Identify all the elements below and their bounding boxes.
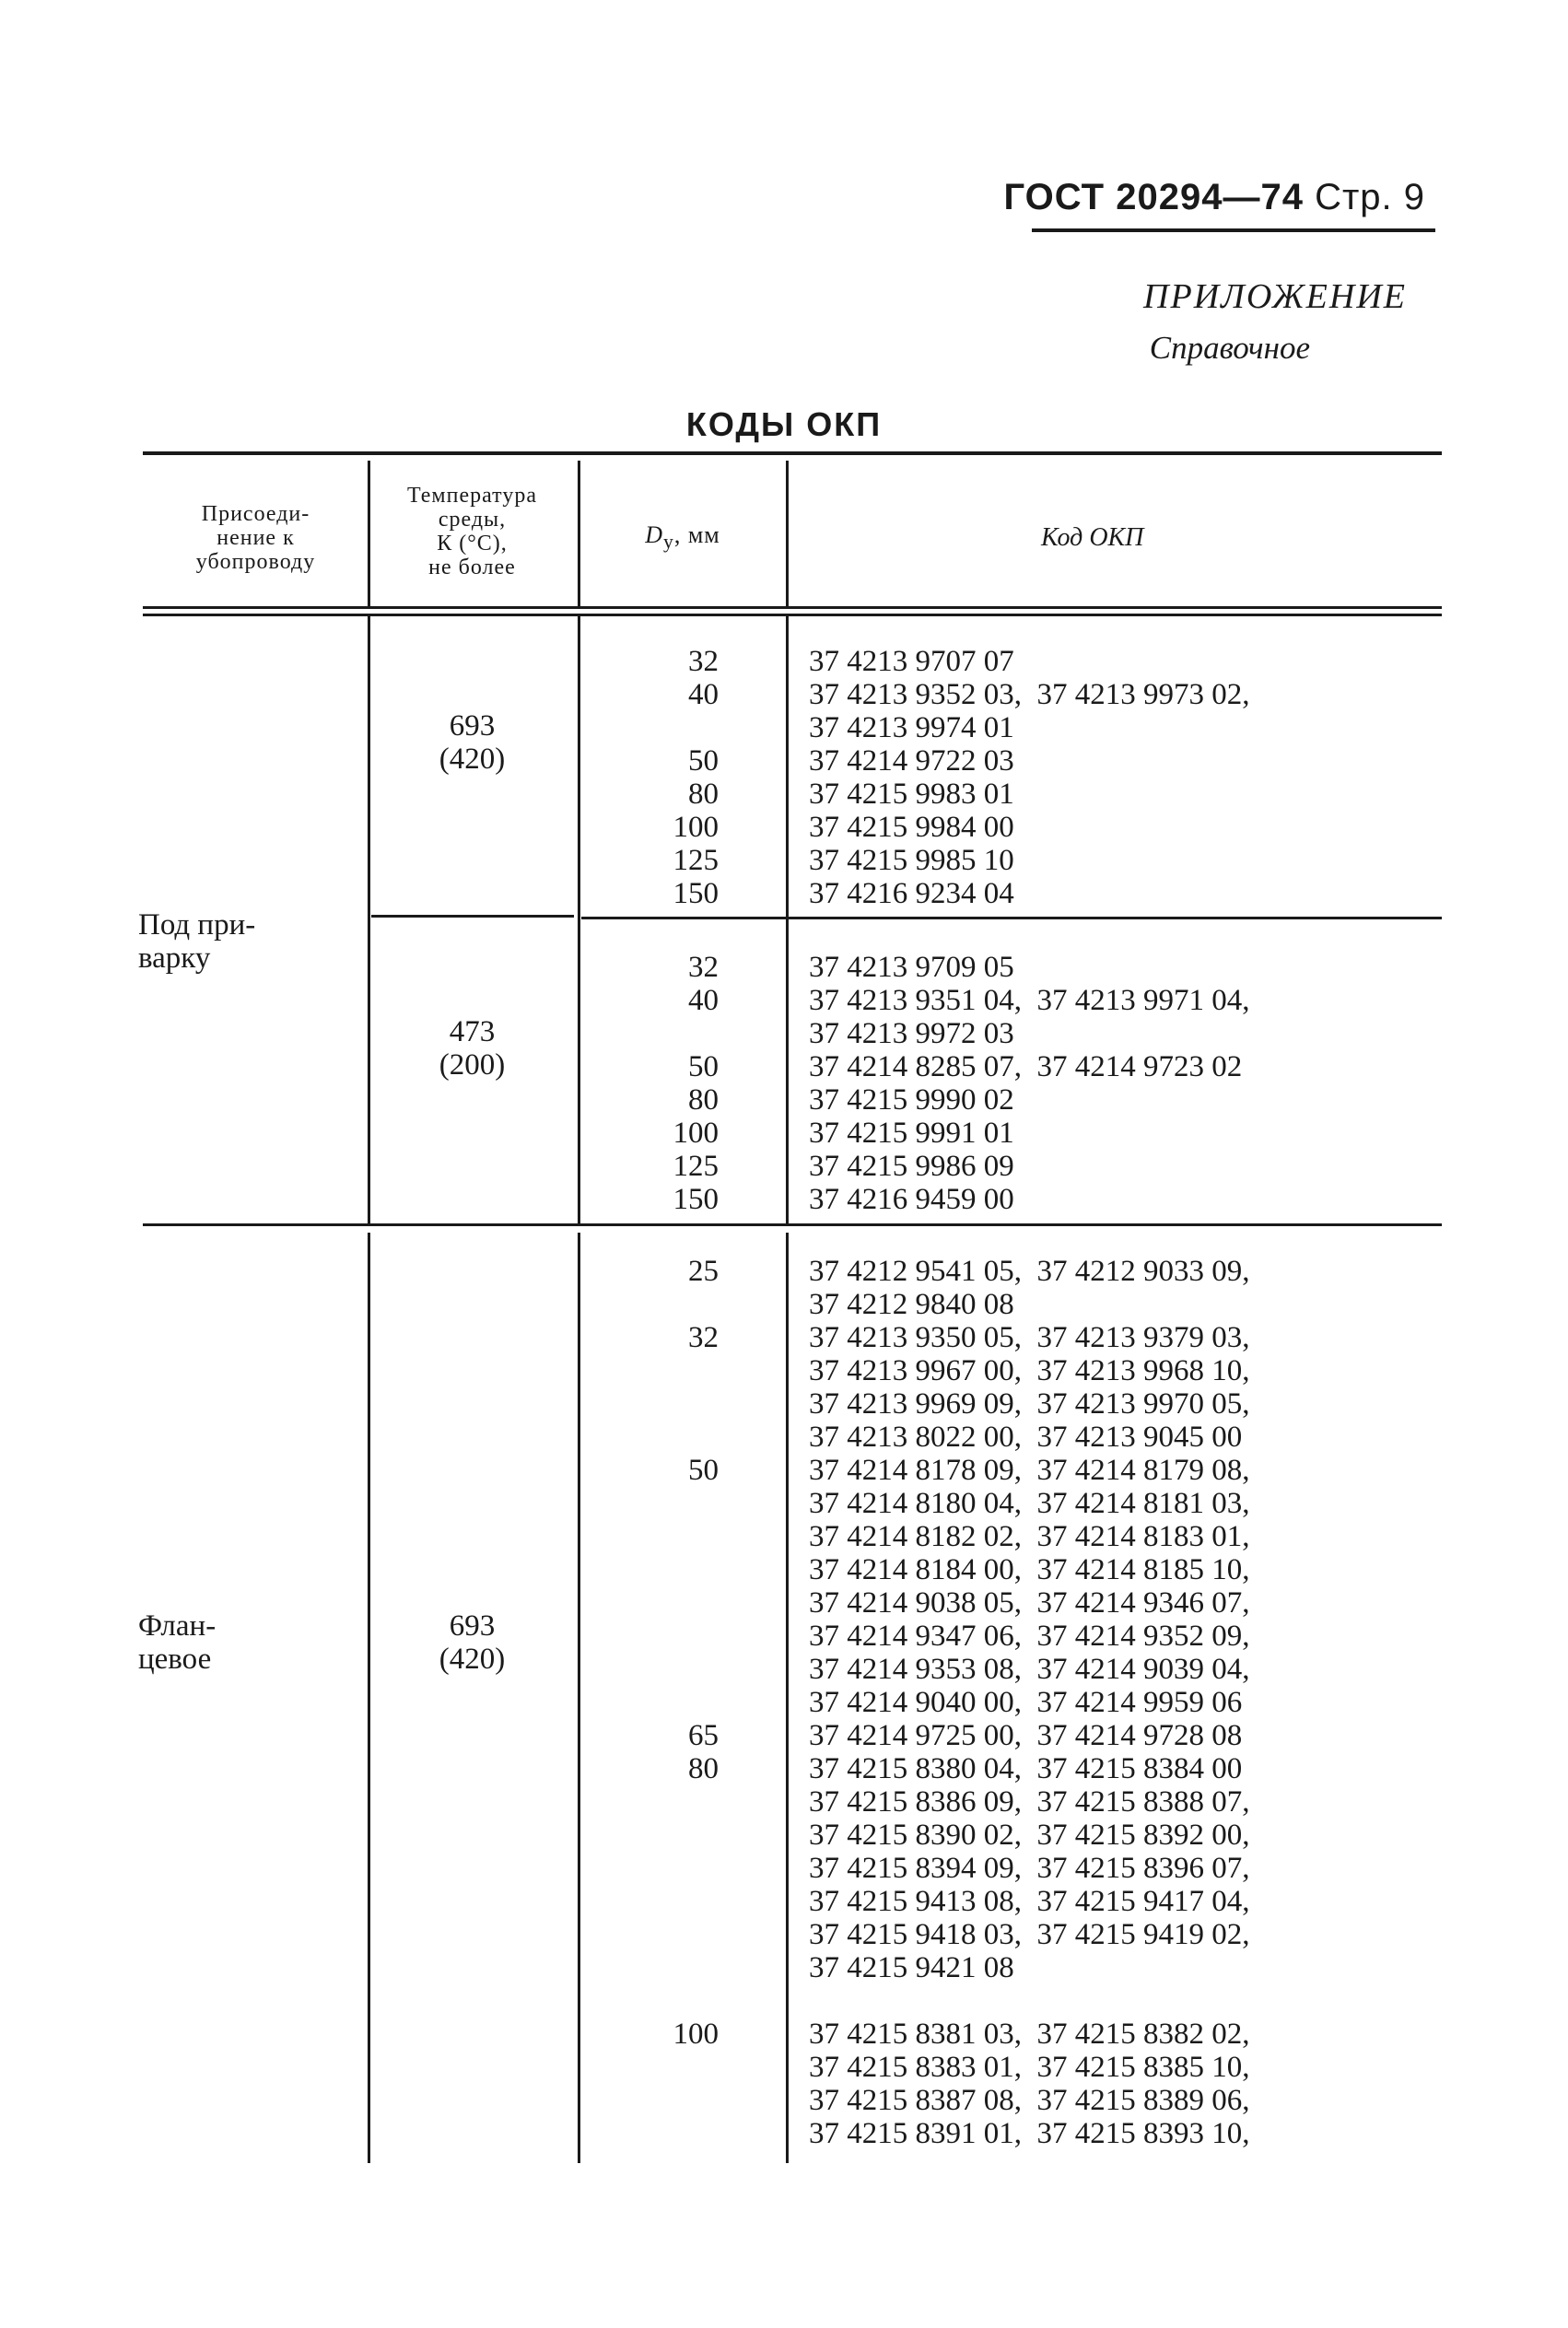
okp-code: 37 4213 9707 07	[809, 645, 1014, 678]
appendix-subtitle: Справочное	[1149, 330, 1310, 366]
code-list	[809, 1255, 1250, 2150]
dn-value	[580, 1653, 719, 1686]
dn-list	[580, 1255, 719, 2150]
dn-value: 40	[688, 678, 719, 711]
temperature-value: 473 (200)	[439, 1015, 506, 1082]
dn-value: 50	[688, 744, 719, 778]
okp-code: 37 4215 8386 09, 37 4215 8388 07,	[809, 1785, 1250, 1819]
connection-flange: Флан- цевое	[138, 1609, 216, 1676]
dn-value: 100	[673, 2018, 719, 2051]
okp-code: 37 4214 9040 00, 37 4214 9959 06	[809, 1686, 1243, 1719]
dn-value	[580, 1288, 719, 1321]
col-divider-3	[786, 461, 789, 608]
okp-code: 37 4213 9972 03	[809, 1017, 1014, 1050]
table-top-rule	[143, 451, 1442, 455]
dn-value: 125	[673, 844, 719, 877]
dn-value	[580, 1553, 719, 1586]
okp-code: 37 4215 9984 00	[809, 811, 1014, 844]
okp-code: 37 4213 9969 09, 37 4213 9970 05,	[809, 1387, 1250, 1421]
standard-number: ГОСТ 20294—74	[1003, 177, 1304, 217]
okp-code: 37 4214 9353 08, 37 4214 9039 04,	[809, 1653, 1250, 1686]
block-rule	[371, 915, 574, 918]
code-list	[809, 951, 1250, 1216]
dn-value	[580, 1620, 719, 1653]
col-divider-3	[786, 615, 789, 1225]
okp-code: 37 4215 8380 04, 37 4215 8384 00	[809, 1752, 1243, 1785]
col-divider-1	[368, 615, 370, 1225]
connection-weld: Под при- варку	[138, 908, 256, 975]
col-divider-1	[368, 1233, 370, 2163]
dn-value: 125	[673, 1150, 719, 1183]
okp-code: 37 4215 8381 03, 37 4215 8382 02,	[809, 2018, 1250, 2051]
header-bottom-rule-1	[143, 606, 1442, 609]
okp-code: 37 4215 9985 10	[809, 844, 1014, 877]
dn-list	[580, 645, 719, 910]
okp-code: 37 4215 8391 01, 37 4215 8393 10,	[809, 2117, 1250, 2150]
okp-code	[809, 1984, 1250, 2018]
okp-code: 37 4214 8182 02, 37 4214 8183 01,	[809, 1520, 1250, 1553]
okp-code: 37 4212 9541 05, 37 4212 9033 09,	[809, 1255, 1250, 1288]
header-rule	[1032, 228, 1435, 232]
temperature-value: 693 (420)	[439, 709, 506, 776]
dn-value	[580, 2051, 719, 2084]
dn-value: 50	[688, 1454, 719, 1487]
okp-code: 37 4213 9974 01	[809, 711, 1014, 744]
dn-value	[580, 1017, 719, 1050]
dn-value	[580, 1387, 719, 1421]
okp-code: 37 4214 8285 07, 37 4214 9723 02	[809, 1050, 1243, 1083]
dn-value: 32	[688, 645, 719, 678]
dn-value: 50	[688, 1050, 719, 1083]
okp-code: 37 4215 8383 01, 37 4215 8385 10,	[809, 2051, 1250, 2084]
okp-code: 37 4215 9418 03, 37 4215 9419 02,	[809, 1918, 1250, 1951]
okp-code: 37 4215 9421 08	[809, 1951, 1014, 1984]
okp-code: 37 4213 9352 03, 37 4213 9973 02,	[809, 678, 1250, 711]
okp-code: 37 4214 8178 09, 37 4214 8179 08,	[809, 1454, 1250, 1487]
okp-code: 37 4214 8184 00, 37 4214 8185 10,	[809, 1553, 1250, 1586]
dn-value: 32	[688, 1321, 719, 1354]
column-header-connection: Присоеди- нение к убопроводу	[195, 502, 316, 574]
appendix-title: ПРИЛОЖЕНИЕ	[1143, 277, 1407, 316]
okp-code: 37 4215 8387 08, 37 4215 8389 06,	[809, 2084, 1250, 2117]
dn-value	[580, 1586, 719, 1620]
header-bottom-rule-2	[143, 614, 1442, 616]
temperature-value: 693 (420)	[439, 1609, 506, 1676]
dn-value: 150	[673, 1183, 719, 1216]
block-rule	[581, 917, 1442, 919]
dn-value	[580, 1487, 719, 1520]
okp-code: 37 4212 9840 08	[809, 1288, 1014, 1321]
dn-value	[580, 1984, 719, 2018]
dn-value	[580, 1520, 719, 1553]
dn-value	[580, 1686, 719, 1719]
dn-value	[580, 1819, 719, 1852]
page-number: Стр. 9	[1315, 177, 1425, 217]
dn-value	[580, 1785, 719, 1819]
column-header-code: Код ОКП	[1041, 523, 1144, 552]
okp-code: 37 4215 8394 09, 37 4215 8396 07,	[809, 1852, 1250, 1885]
dn-value: 100	[673, 811, 719, 844]
dn-value: 80	[688, 1083, 719, 1117]
okp-code: 37 4215 8390 02, 37 4215 8392 00,	[809, 1819, 1250, 1852]
dn-value	[580, 2117, 719, 2150]
okp-code: 37 4215 9991 01	[809, 1117, 1014, 1150]
code-list	[809, 645, 1250, 910]
table-title: КОДЫ ОКП	[685, 405, 883, 443]
okp-code: 37 4214 9725 00, 37 4214 9728 08	[809, 1719, 1243, 1752]
dn-value	[580, 2084, 719, 2117]
column-header-dn: $D_у$, мм	[645, 521, 720, 554]
okp-code: 37 4213 9967 00, 37 4213 9968 10,	[809, 1354, 1250, 1387]
okp-code: 37 4213 9709 05	[809, 951, 1014, 984]
okp-code: 37 4214 9347 06, 37 4214 9352 09,	[809, 1620, 1250, 1653]
okp-code: 37 4215 9990 02	[809, 1083, 1014, 1117]
dn-value	[580, 1421, 719, 1454]
page-header	[1004, 177, 1425, 218]
dn-value: 80	[688, 1752, 719, 1785]
column-header-temperature: Температура среды, К (°С), не более	[407, 484, 537, 579]
dn-value: 25	[688, 1255, 719, 1288]
okp-code: 37 4216 9459 00	[809, 1183, 1014, 1216]
dn-value: 100	[673, 1117, 719, 1150]
okp-code: 37 4215 9413 08, 37 4215 9417 04,	[809, 1885, 1250, 1918]
dn-value	[580, 1951, 719, 1984]
dn-value: 80	[688, 778, 719, 811]
dn-value	[580, 1918, 719, 1951]
dn-value: 65	[688, 1719, 719, 1752]
dn-list	[580, 951, 719, 1216]
okp-code: 37 4215 9983 01	[809, 778, 1014, 811]
dn-value: 32	[688, 951, 719, 984]
col-divider-1	[368, 461, 370, 608]
dn-value	[580, 1852, 719, 1885]
dn-value: 40	[688, 984, 719, 1017]
okp-code: 37 4213 9351 04, 37 4213 9971 04,	[809, 984, 1250, 1017]
okp-code: 37 4213 8022 00, 37 4213 9045 00	[809, 1421, 1243, 1454]
okp-code: 37 4214 9722 03	[809, 744, 1014, 778]
okp-code: 37 4215 9986 09	[809, 1150, 1014, 1183]
col-divider-2	[578, 461, 580, 608]
okp-code: 37 4216 9234 04	[809, 877, 1014, 910]
group-rule	[143, 1223, 1442, 1226]
dn-value	[580, 711, 719, 744]
okp-code: 37 4213 9350 05, 37 4213 9379 03,	[809, 1321, 1250, 1354]
okp-code: 37 4214 8180 04, 37 4214 8181 03,	[809, 1487, 1250, 1520]
dn-value: 150	[673, 877, 719, 910]
okp-code: 37 4214 9038 05, 37 4214 9346 07,	[809, 1586, 1250, 1620]
col-divider-3	[786, 1233, 789, 2163]
dn-value	[580, 1885, 719, 1918]
dn-value	[580, 1354, 719, 1387]
